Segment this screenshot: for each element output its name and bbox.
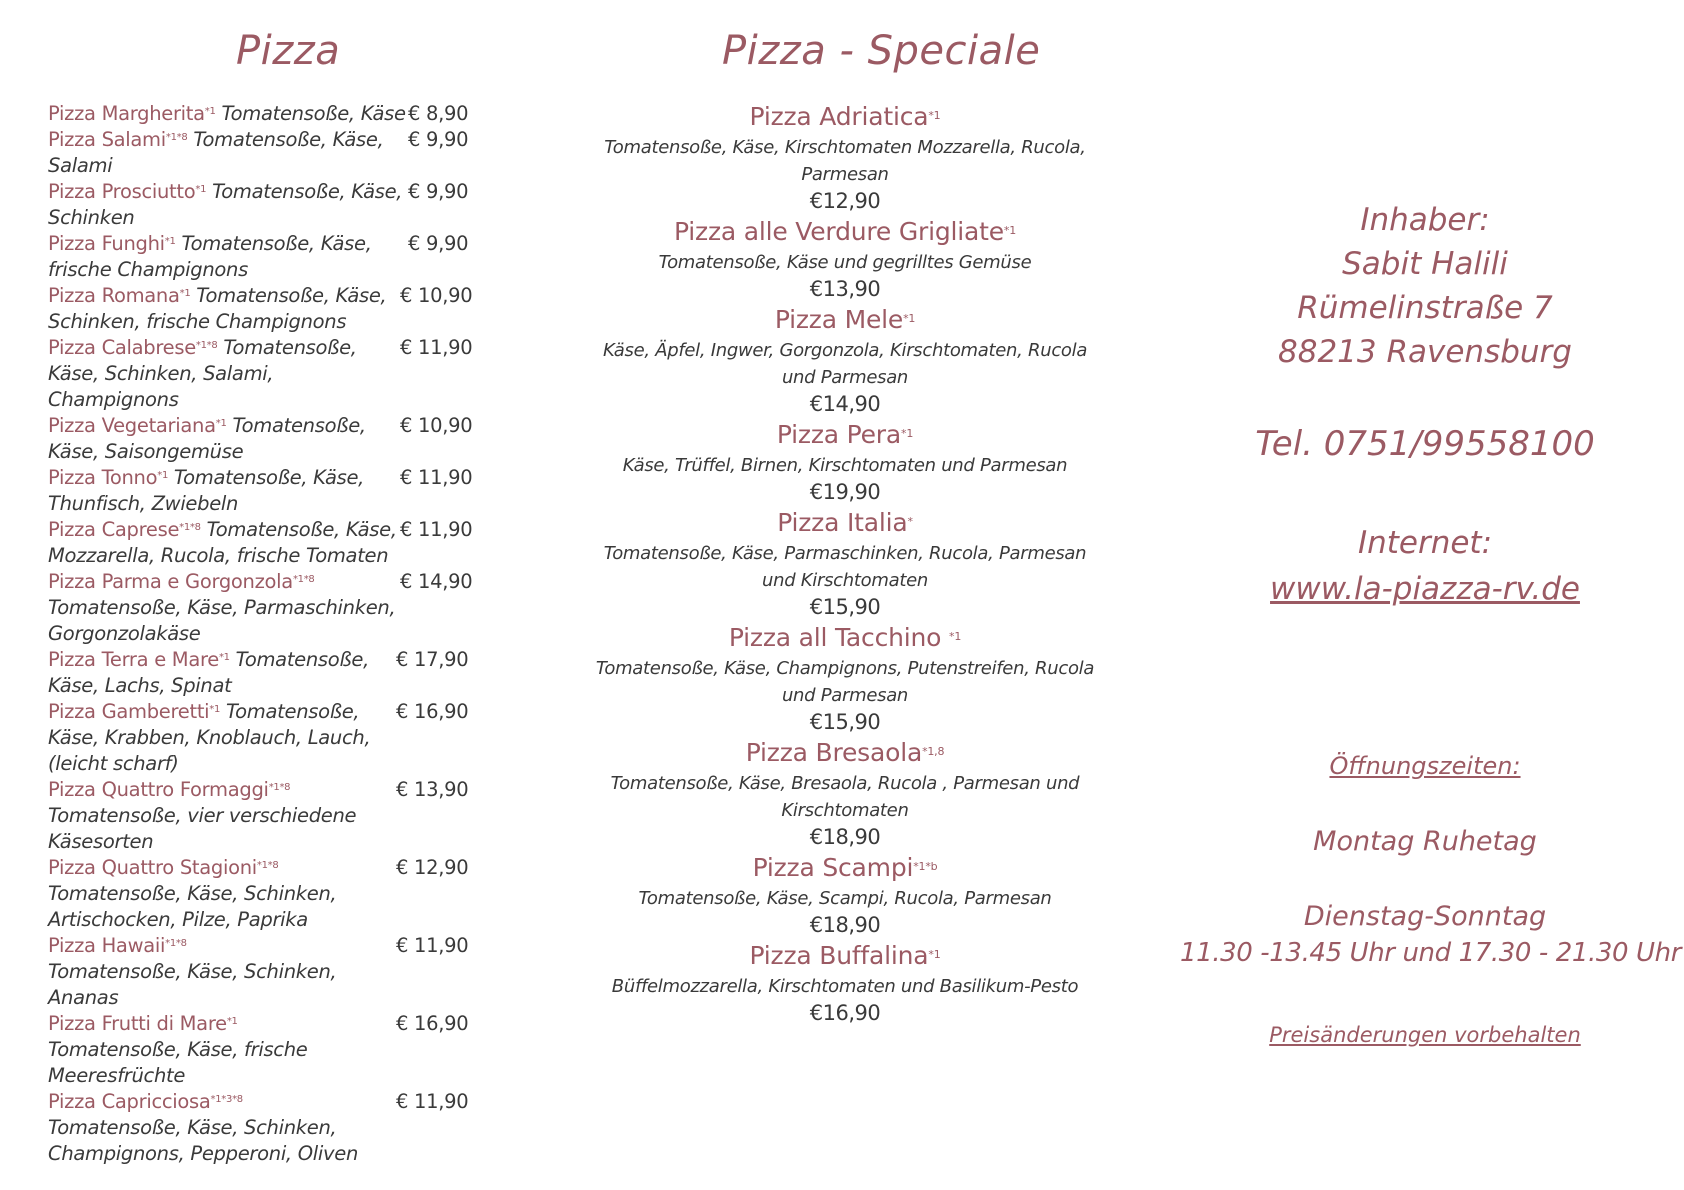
speciale-item-allergen-note: * bbox=[907, 515, 913, 528]
speciale-item-allergen-note: *1 bbox=[928, 109, 941, 122]
pizza-item-text bbox=[48, 179, 408, 231]
owner-street: Rümelinstraße 7 bbox=[1297, 290, 1553, 326]
speciale-section-title: Pizza - Speciale bbox=[722, 28, 1041, 74]
speciale-item-name: Pizza Pera bbox=[776, 420, 902, 449]
pizza-item-description: Tomatensoße, Käse, Schinken, Champignons, Pepperoni, Oliven bbox=[48, 1116, 359, 1165]
owner-info bbox=[1180, 198, 1670, 374]
opening-hours-heading: Öffnungszeiten: bbox=[1329, 752, 1521, 780]
pizza-item-price: € 16,90 bbox=[396, 1012, 469, 1035]
owner-name: Sabit Halili bbox=[1342, 246, 1508, 282]
pizza-item-price: € 8,90 bbox=[408, 102, 469, 125]
pizza-item-name: Pizza Caprese bbox=[48, 518, 180, 541]
pizza-item bbox=[48, 777, 518, 855]
pizza-item-name: Pizza Tonno bbox=[48, 466, 158, 489]
speciale-item bbox=[590, 100, 1100, 215]
pizza-item-allergen-note: *1*8 bbox=[268, 782, 291, 793]
pizza-item bbox=[48, 335, 518, 413]
pizza-item-allergen-note: *1 bbox=[204, 106, 216, 117]
speciale-item-allergen-note: *1 bbox=[1003, 224, 1017, 237]
speciale-item bbox=[590, 851, 1100, 939]
speciale-item-name: Pizza alle Verdure Grigliate bbox=[673, 217, 1004, 246]
pizza-item-price: € 16,90 bbox=[396, 700, 469, 723]
speciale-item-name: Pizza all Tacchino bbox=[728, 623, 950, 652]
speciale-item-price: €18,90 bbox=[809, 825, 881, 849]
pizza-item bbox=[48, 699, 518, 777]
speciale-item-description: Tomatensoße, Käse, Bresaola, Rucola , Parmesan und Kirschtomaten bbox=[610, 773, 1080, 821]
open-times: 11.30 -13.45 Uhr und 17.30 - 21.30 Uhr bbox=[1180, 938, 1682, 968]
pizza-item bbox=[48, 101, 518, 127]
pizza-item-text bbox=[48, 933, 408, 1011]
speciale-item-price: €18,90 bbox=[809, 913, 881, 937]
pizza-item-allergen-note: *1 bbox=[179, 288, 191, 299]
pizza-item-name: Pizza Quattro Formaggi bbox=[48, 778, 269, 801]
pizza-item-text bbox=[48, 465, 408, 517]
pizza-item-name: Pizza Gamberetti bbox=[48, 700, 210, 723]
speciale-item-name-line bbox=[590, 100, 1100, 134]
speciale-item-description: Tomatensoße, Käse, Scampi, Rucola, Parmesan bbox=[638, 888, 1052, 909]
pizza-item-name: Pizza Romana bbox=[48, 284, 180, 307]
pizza-item-name: Pizza Capricciosa bbox=[48, 1090, 211, 1113]
pizza-item-description: Tomatensoße, vier verschiedene Käsesorten bbox=[48, 804, 357, 853]
speciale-item-name-line bbox=[590, 851, 1100, 885]
pizza-item-description: Tomatensoße, Käse, Saisongemüse bbox=[48, 414, 366, 463]
speciale-item bbox=[590, 215, 1100, 303]
speciale-item-description: Käse, Trüffel, Birnen, Kirschtomaten und Parmesan bbox=[622, 455, 1068, 476]
pizza-item-price: € 10,90 bbox=[400, 284, 473, 307]
speciale-item-name: Pizza Adriatica bbox=[749, 102, 929, 131]
pizza-item-allergen-note: *1*8 bbox=[165, 938, 187, 949]
pizza-item-text bbox=[48, 335, 408, 413]
pizza-item-name: Pizza Parma e Gorgonzola bbox=[48, 570, 293, 593]
speciale-item bbox=[590, 506, 1100, 621]
pizza-item-description: Tomatensoße, Käse, Krabben, Knoblauch, Lauch, (leicht scharf) bbox=[48, 700, 371, 775]
speciale-item-description: Tomatensoße, Käse, Champignons, Putenstreifen, Rucola und Parmesan bbox=[595, 658, 1095, 706]
pizza-item-description: Tomatensoße, Käse, frische Meeresfrüchte bbox=[48, 1038, 308, 1087]
pizza-item-name: Pizza Terra e Mare bbox=[48, 648, 219, 671]
pizza-item-text bbox=[48, 777, 408, 855]
pizza-item-description: Tomatensoße, Käse, Lachs, Spinat bbox=[48, 648, 369, 697]
pizza-item-allergen-note: *1*8 bbox=[195, 340, 218, 351]
pizza-item-description: Tomatensoße, Käse, Schinken bbox=[48, 180, 403, 229]
pizza-section-title: Pizza bbox=[236, 28, 341, 74]
speciale-item-allergen-note: *1 bbox=[903, 312, 916, 325]
speciale-item-price: €19,90 bbox=[809, 480, 881, 504]
pizza-item-price: € 9,90 bbox=[408, 180, 469, 203]
pizza-item-price: € 11,90 bbox=[400, 336, 473, 359]
pizza-item-description: Tomatensoße, Käse, frische Champignons bbox=[48, 232, 372, 281]
pizza-item-description: Tomatensoße, Käse, Schinken, Artischocken, Pilze, Paprika bbox=[48, 882, 337, 931]
speciale-item-allergen-note: *1 bbox=[949, 630, 962, 643]
speciale-item-description: Käse, Äpfel, Ingwer, Gorgonzola, Kirschtomaten, Rucola und Parmesan bbox=[602, 340, 1088, 388]
pizza-item-description: Tomatensoße, Käse, Parmaschinken, Gorgonzolakäse bbox=[48, 596, 396, 645]
pizza-item-allergen-note: *1 bbox=[218, 652, 230, 663]
pizza-item-description: Tomatensoße, Käse bbox=[221, 102, 406, 125]
speciale-item-price: €15,90 bbox=[809, 595, 881, 619]
pizza-item-name: Pizza Vegetariana bbox=[48, 414, 216, 437]
pizza-item-description: Tomatensoße, Käse, Schinken, frische Champignons bbox=[48, 284, 387, 333]
speciale-item bbox=[590, 621, 1100, 736]
speciale-item-name-line bbox=[590, 418, 1100, 452]
pizza-item-name: Pizza Salami bbox=[48, 128, 166, 151]
pizza-item-price: € 10,90 bbox=[400, 414, 473, 437]
speciale-item-allergen-note: *1 bbox=[928, 948, 941, 961]
speciale-item-allergen-note: *1,8 bbox=[922, 745, 945, 758]
pizza-item-allergen-note: *1*3*8 bbox=[210, 1094, 243, 1105]
speciale-item-price: €12,90 bbox=[809, 189, 881, 213]
pizza-item-price: € 9,90 bbox=[408, 232, 469, 255]
pizza-item bbox=[48, 283, 518, 335]
pizza-item-name: Pizza Calabrese bbox=[48, 336, 196, 359]
pizza-item-allergen-note: *1*8 bbox=[256, 860, 279, 871]
pizza-item-allergen-note: *1 bbox=[215, 418, 227, 429]
speciale-item-name-line bbox=[590, 939, 1100, 973]
pizza-item-text bbox=[48, 517, 408, 569]
pizza-item bbox=[48, 127, 518, 179]
pizza-item bbox=[48, 517, 518, 569]
pizza-item-description: Tomatensoße, Käse, Schinken, Salami, Champignons bbox=[48, 336, 357, 411]
speciale-item bbox=[590, 418, 1100, 506]
speciale-item-name: Pizza Mele bbox=[774, 305, 904, 334]
pizza-item-text bbox=[48, 413, 408, 465]
speciale-item-price: €13,90 bbox=[809, 277, 881, 301]
pizza-item-price: € 9,90 bbox=[408, 128, 469, 151]
phone-number: Tel. 0751/99558100 bbox=[1255, 424, 1595, 464]
pizza-item-price: € 12,90 bbox=[396, 856, 469, 879]
pizza-item bbox=[48, 647, 518, 699]
pizza-item bbox=[48, 855, 518, 933]
speciale-item-description: Tomatensoße, Käse, Parmaschinken, Rucola, Parmesan und Kirschtomaten bbox=[603, 543, 1087, 591]
speciale-item-name: Pizza Bresaola bbox=[745, 738, 923, 767]
speciale-item-description: Tomatensoße, Käse, Kirschtomaten Mozzarella, Rucola, Parmesan bbox=[604, 137, 1086, 185]
pizza-item-text bbox=[48, 855, 408, 933]
pizza-item-text bbox=[48, 101, 408, 127]
pizza-item-text bbox=[48, 283, 408, 335]
speciale-item-description: Tomatensoße, Käse und gegrilltes Gemüse bbox=[658, 252, 1032, 273]
pizza-item-price: € 11,90 bbox=[400, 466, 473, 489]
speciale-item-price: €16,90 bbox=[809, 1001, 881, 1025]
speciale-item-name-line bbox=[590, 303, 1100, 337]
pizza-item bbox=[48, 933, 518, 1011]
pizza-item bbox=[48, 1011, 518, 1089]
pizza-item-name: Pizza Frutti di Mare bbox=[48, 1012, 227, 1035]
speciale-menu-list bbox=[590, 100, 1100, 1027]
speciale-item-name-line bbox=[590, 215, 1100, 249]
pizza-item-text bbox=[48, 647, 408, 699]
owner-city: 88213 Ravensburg bbox=[1278, 334, 1572, 370]
speciale-item-name: Pizza Buffalina bbox=[749, 941, 929, 970]
pizza-item-price: € 13,90 bbox=[396, 778, 469, 801]
pizza-item-text bbox=[48, 127, 408, 179]
speciale-item bbox=[590, 939, 1100, 1027]
speciale-item bbox=[590, 303, 1100, 418]
speciale-item-allergen-note: *1*b bbox=[913, 860, 938, 873]
pizza-item bbox=[48, 179, 518, 231]
pizza-item-text bbox=[48, 1089, 408, 1167]
speciale-item-name: Pizza Scampi bbox=[752, 853, 914, 882]
pizza-item-price: € 17,90 bbox=[396, 648, 469, 671]
pizza-item bbox=[48, 465, 518, 517]
open-days: Dienstag-Sonntag bbox=[1303, 901, 1547, 932]
pizza-item-name: Pizza Quattro Stagioni bbox=[48, 856, 257, 879]
pizza-item-price: € 14,90 bbox=[400, 570, 473, 593]
pizza-item-allergen-note: *1 bbox=[209, 704, 221, 715]
speciale-item bbox=[590, 736, 1100, 851]
pizza-item-allergen-note: *1*8 bbox=[179, 522, 201, 533]
pizza-item-description: Tomatensoße, Käse, Thunfisch, Zwiebeln bbox=[48, 466, 365, 515]
closed-day: Montag Ruhetag bbox=[1313, 826, 1537, 857]
pizza-item-price: € 11,90 bbox=[396, 934, 469, 957]
speciale-item-price: €14,90 bbox=[809, 392, 881, 416]
speciale-item-name: Pizza Italia bbox=[777, 508, 908, 537]
pizza-item-allergen-note: *1*8 bbox=[165, 132, 188, 143]
pizza-item-text bbox=[48, 569, 408, 647]
internet-info bbox=[1180, 520, 1670, 612]
pizza-item-allergen-note: *1 bbox=[157, 470, 169, 481]
speciale-item-price: €15,90 bbox=[809, 710, 881, 734]
speciale-item-name-line bbox=[590, 506, 1100, 540]
owner-label: Inhaber: bbox=[1360, 202, 1490, 238]
speciale-item-description: Büffelmozzarella, Kirschtomaten und Basilikum-Pesto bbox=[611, 976, 1079, 997]
pizza-item-text bbox=[48, 699, 408, 777]
pizza-item bbox=[48, 413, 518, 465]
pizza-item-name: Pizza Prosciutto bbox=[48, 180, 196, 203]
speciale-item-allergen-note: *1 bbox=[901, 427, 914, 440]
pizza-item-description: Tomatensoße, Käse, Mozzarella, Rucola, frische Tomaten bbox=[48, 518, 397, 567]
pizza-item bbox=[48, 231, 518, 283]
pizza-item-name: Pizza Margherita bbox=[48, 102, 205, 125]
pizza-item-price: € 11,90 bbox=[400, 518, 473, 541]
website-link[interactable]: www.la-piazza-rv.de bbox=[1270, 571, 1580, 607]
pizza-item-allergen-note: *1 bbox=[164, 236, 176, 247]
pizza-item bbox=[48, 569, 518, 647]
speciale-item-name-line bbox=[590, 621, 1100, 655]
pizza-item bbox=[48, 1089, 518, 1167]
pizza-item-text bbox=[48, 231, 408, 283]
pizza-item-name: Pizza Funghi bbox=[48, 232, 165, 255]
pizza-item-allergen-note: *1*8 bbox=[292, 574, 315, 585]
pizza-item-allergen-note: *1 bbox=[195, 184, 207, 195]
speciale-item-name-line bbox=[590, 736, 1100, 770]
pizza-item-name: Pizza Hawaii bbox=[48, 934, 166, 957]
pizza-menu-list bbox=[48, 101, 518, 1167]
pizza-item-description: Tomatensoße, Käse, Salami bbox=[48, 128, 384, 177]
internet-label: Internet: bbox=[1357, 525, 1493, 561]
pizza-item-text bbox=[48, 1011, 408, 1089]
pizza-item-price: € 11,90 bbox=[396, 1090, 469, 1113]
pizza-item-allergen-note: *1 bbox=[226, 1016, 238, 1027]
price-change-note: Preisänderungen vorbehalten bbox=[1269, 1023, 1581, 1047]
pizza-item-description: Tomatensoße, Käse, Schinken, Ananas bbox=[48, 960, 337, 1009]
